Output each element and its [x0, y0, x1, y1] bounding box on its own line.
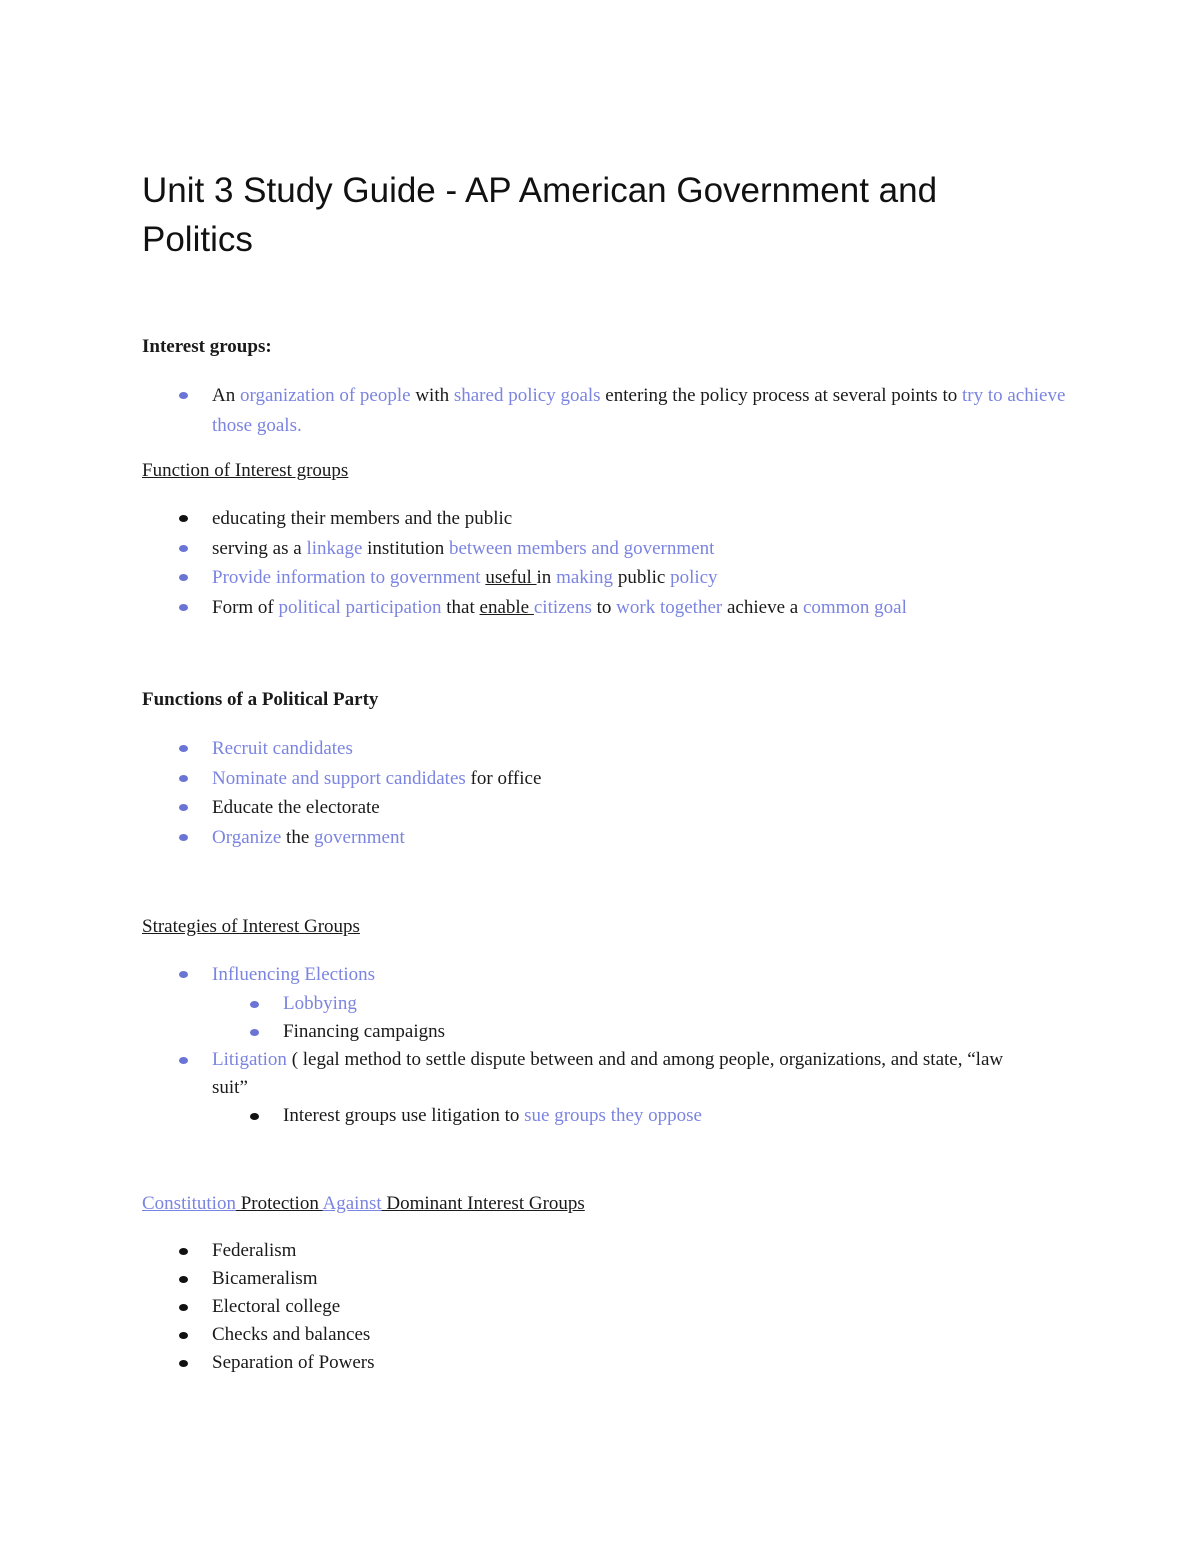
bullet-icon — [179, 604, 188, 611]
list-item — [142, 1321, 1082, 1349]
text-run: Interest groups use litigation to — [283, 1104, 525, 1126]
bullet-icon — [250, 1001, 259, 1008]
list-item — [142, 504, 1082, 534]
section-heading: Functions of a Political Party — [142, 689, 379, 710]
list-item — [142, 534, 1082, 564]
highlight-text: policy — [670, 567, 718, 588]
text-run: Dominant Interest Groups — [381, 1193, 585, 1214]
highlight-text: organization of people — [239, 385, 411, 406]
list-item — [142, 1046, 1082, 1102]
highlight-text: government — [314, 826, 405, 848]
function-list — [142, 504, 1082, 622]
text-run: institution — [362, 537, 449, 559]
section-interest-groups — [142, 335, 1082, 440]
list-item — [142, 1237, 1082, 1265]
highlight-text: Provide information to government — [212, 567, 486, 588]
bullet-icon — [179, 1360, 188, 1367]
highlight-text: shared policy goals — [453, 385, 601, 406]
highlight-text: citizens — [533, 596, 592, 618]
bullet-icon — [179, 804, 188, 811]
text-run: educating their members and the public — [212, 508, 513, 529]
text-run: that — [441, 596, 480, 618]
bullet-icon — [250, 1113, 259, 1120]
text-run: achieve a — [722, 596, 803, 618]
list-item — [142, 381, 1082, 440]
list-item — [142, 563, 1082, 593]
list-item — [142, 764, 1082, 794]
highlight-text: making — [556, 567, 614, 588]
highlight-text: Influencing Elections — [212, 964, 376, 985]
list-item — [142, 793, 1082, 823]
definition-list — [142, 381, 1082, 440]
list-item — [142, 960, 1082, 990]
page-title: Unit 3 Study Guide - AP American Government and Politics — [142, 171, 938, 259]
highlight-text: work together — [616, 596, 723, 618]
bullet-icon — [179, 515, 188, 522]
text-run: ( legal method to settle dispute between and and among people, organizations, and state, “law suit” — [212, 1048, 1004, 1098]
text-run: Checks and balances — [212, 1324, 371, 1345]
text-run: Bicameralism — [212, 1268, 318, 1289]
highlight-text: sue groups they oppose — [524, 1104, 702, 1126]
text-run: Educate the electorate — [212, 797, 380, 818]
highlight-text: Lobbying — [283, 992, 357, 1014]
highlight-text: common goal — [802, 596, 907, 618]
highlight-text: Against — [322, 1193, 382, 1214]
highlight-text: Constitution — [142, 1193, 236, 1214]
text-run: entering the policy process at several points to — [600, 385, 962, 406]
bullet-icon — [179, 971, 188, 978]
section-function-interest-groups — [142, 459, 1082, 622]
bullet-icon — [179, 1276, 188, 1283]
underlined-text: useful — [485, 567, 537, 588]
list-item — [142, 1102, 1082, 1130]
strategies-list — [142, 960, 1082, 1130]
text-run: with — [410, 385, 454, 406]
text-run: An — [212, 385, 240, 406]
bullet-icon — [179, 775, 188, 782]
text-run: public — [613, 567, 671, 588]
list-item — [142, 1293, 1082, 1321]
party-list — [142, 734, 1082, 852]
text-run: Separation of Powers — [212, 1352, 375, 1373]
highlight-text: political participation — [278, 596, 442, 618]
text-run: for office — [465, 767, 542, 789]
section-political-party — [142, 688, 1082, 852]
list-item — [142, 1265, 1082, 1293]
highlight-text: between members and government — [448, 537, 715, 559]
list-item — [142, 823, 1082, 853]
highlight-text: Organize — [212, 826, 282, 848]
constitution-list — [142, 1237, 1082, 1377]
list-item — [142, 1018, 1082, 1046]
text-run: serving as a — [212, 537, 307, 559]
bullet-icon — [179, 1248, 188, 1255]
text-run: Electoral college — [212, 1296, 341, 1317]
bullet-icon — [179, 1332, 188, 1339]
section-constitution-protection — [142, 1192, 1082, 1377]
bullet-icon — [179, 1304, 188, 1311]
text-run: to — [591, 596, 617, 618]
section-heading: Strategies of Interest Groups — [142, 916, 360, 937]
text-run: in — [536, 567, 557, 588]
text-run: Form of — [212, 596, 279, 618]
bullet-icon — [179, 574, 188, 581]
list-item — [142, 593, 1082, 623]
bullet-icon — [179, 745, 188, 752]
section-heading: Interest groups: — [142, 336, 272, 357]
list-item — [142, 1349, 1082, 1377]
bullet-icon — [250, 1029, 259, 1036]
bullet-icon — [179, 545, 188, 552]
highlight-text: linkage — [306, 537, 363, 559]
text-run: Protection — [235, 1193, 323, 1214]
section-strategies — [142, 915, 1082, 1130]
text-run: the — [281, 826, 315, 848]
highlight-text: Litigation — [212, 1048, 287, 1070]
highlight-text: Nominate and support candidates — [212, 767, 466, 789]
bullet-icon — [179, 392, 188, 399]
highlight-text: Recruit candidates — [212, 738, 353, 759]
text-run: Financing campaigns — [283, 1020, 445, 1042]
list-item — [142, 734, 1082, 764]
underlined-text: enable — [479, 596, 534, 618]
section-heading — [142, 1192, 1082, 1216]
text-run: Federalism — [212, 1240, 297, 1261]
highlight-text: try to achieve those goals. — [212, 385, 1066, 436]
bullet-icon — [179, 834, 188, 841]
list-item — [142, 990, 1082, 1018]
section-heading: Function of Interest groups — [142, 460, 349, 481]
bullet-icon — [179, 1057, 188, 1064]
